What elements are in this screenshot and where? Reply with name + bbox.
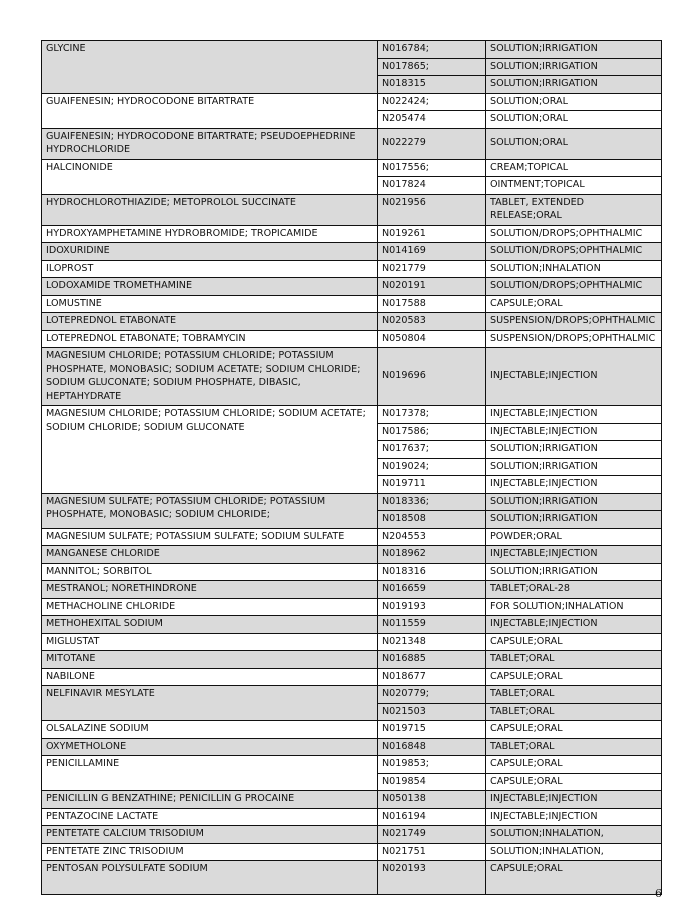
- ingredient-cell: PENTOSAN POLYSULFATE SODIUM: [42, 861, 378, 895]
- ingredient-cell: MIGLUSTAT: [42, 633, 378, 651]
- ingredient-cell: LOTEPREDNOL ETABONATE: [42, 313, 378, 331]
- ingredient-cell: OXYMETHOLONE: [42, 738, 378, 756]
- dosage-form-cell: INJECTABLE;INJECTION: [486, 546, 662, 564]
- table-row: [42, 528, 662, 546]
- dosage-form-cell: POWDER;ORAL: [486, 528, 662, 546]
- dosage-form-cell: INJECTABLE;INJECTION: [486, 348, 662, 406]
- application-number-cell: N018677: [378, 668, 486, 686]
- application-number-cell: N018962: [378, 546, 486, 564]
- table-row: [42, 843, 662, 861]
- table-row: [42, 668, 662, 686]
- dosage-form-cell: SUSPENSION/DROPS;OPHTHALMIC: [486, 330, 662, 348]
- dosage-form-cell: SUSPENSION/DROPS;OPHTHALMIC: [486, 313, 662, 331]
- dosage-form-cell: CAPSULE;ORAL: [486, 668, 662, 686]
- table-row: [42, 791, 662, 809]
- application-number-cell: N018336;: [378, 493, 486, 511]
- table-row: [42, 808, 662, 826]
- application-number-cell: N018316: [378, 563, 486, 581]
- dosage-form-cell: INJECTABLE;INJECTION: [486, 808, 662, 826]
- ingredient-cell: PENTETATE ZINC TRISODIUM: [42, 843, 378, 861]
- application-number-cell: N021749: [378, 826, 486, 844]
- table-row: [42, 260, 662, 278]
- table-row: [42, 738, 662, 756]
- dosage-form-cell: SOLUTION;IRRIGATION: [486, 76, 662, 94]
- application-number-cell: N017588: [378, 295, 486, 313]
- table-row: [42, 721, 662, 739]
- ingredient-cell: OLSALAZINE SODIUM: [42, 721, 378, 739]
- table-row: [42, 616, 662, 634]
- ingredient-cell: NELFINAVIR MESYLATE: [42, 686, 378, 721]
- dosage-form-cell: SOLUTION;IRRIGATION: [486, 41, 662, 59]
- table-row: [42, 546, 662, 564]
- application-number-cell: N019715: [378, 721, 486, 739]
- application-number-cell: N050138: [378, 791, 486, 809]
- application-number-cell: N019261: [378, 225, 486, 243]
- ingredient-cell: PENICILLIN G BENZATHINE; PENICILLIN G PROCAINE: [42, 791, 378, 809]
- ingredient-cell: GUAIFENESIN; HYDROCODONE BITARTRATE: [42, 93, 378, 128]
- dosage-form-cell: CAPSULE;ORAL: [486, 295, 662, 313]
- dosage-form-cell: TABLET;ORAL: [486, 651, 662, 669]
- ingredient-cell: IDOXURIDINE: [42, 243, 378, 261]
- table-row: [42, 225, 662, 243]
- dosage-form-cell: INJECTABLE;INJECTION: [486, 406, 662, 424]
- table-row: [42, 406, 662, 424]
- dosage-form-cell: CAPSULE;ORAL: [486, 756, 662, 774]
- dosage-form-cell: SOLUTION/DROPS;OPHTHALMIC: [486, 278, 662, 296]
- ingredient-cell: GUAIFENESIN; HYDROCODONE BITARTRATE; PSEUDOEPHEDRINE HYDROCHLORIDE: [42, 128, 378, 159]
- ingredient-cell: METHOHEXITAL SODIUM: [42, 616, 378, 634]
- table-row: [42, 686, 662, 704]
- application-number-cell: N019854: [378, 773, 486, 791]
- dosage-form-cell: CREAM;TOPICAL: [486, 159, 662, 177]
- table-row: [42, 348, 662, 406]
- ingredient-cell: PENTETATE CALCIUM TRISODIUM: [42, 826, 378, 844]
- ingredient-cell: MESTRANOL; NORETHINDRONE: [42, 581, 378, 599]
- application-number-cell: N011559: [378, 616, 486, 634]
- dosage-form-cell: SOLUTION/DROPS;OPHTHALMIC: [486, 243, 662, 261]
- application-number-cell: N017824: [378, 177, 486, 195]
- ingredient-cell: MAGNESIUM CHLORIDE; POTASSIUM CHLORIDE; SODIUM ACETATE; SODIUM CHLORIDE; SODIUM GLUCONATE: [42, 406, 378, 494]
- application-number-cell: N017556;: [378, 159, 486, 177]
- application-number-cell: N016659: [378, 581, 486, 599]
- ingredient-cell: LOMUSTINE: [42, 295, 378, 313]
- table-row: [42, 563, 662, 581]
- application-number-cell: N021348: [378, 633, 486, 651]
- table-row: [42, 493, 662, 511]
- application-number-cell: N021779: [378, 260, 486, 278]
- application-number-cell: N205474: [378, 111, 486, 129]
- ingredient-cell: MAGNESIUM SULFATE; POTASSIUM CHLORIDE; POTASSIUM PHOSPHATE, MONOBASIC; SODIUM CHLORIDE;: [42, 493, 378, 528]
- application-number-cell: N016885: [378, 651, 486, 669]
- dosage-form-cell: SOLUTION;ORAL: [486, 111, 662, 129]
- dosage-form-cell: SOLUTION;ORAL: [486, 93, 662, 111]
- application-number-cell: N020191: [378, 278, 486, 296]
- application-number-cell: N021956: [378, 194, 486, 225]
- dosage-form-cell: INJECTABLE;INJECTION: [486, 476, 662, 494]
- dosage-form-cell: CAPSULE;ORAL: [486, 773, 662, 791]
- ingredient-cell: LODOXAMIDE TROMETHAMINE: [42, 278, 378, 296]
- dosage-form-cell: INJECTABLE;INJECTION: [486, 616, 662, 634]
- table-row: [42, 826, 662, 844]
- dosage-form-cell: INJECTABLE;INJECTION: [486, 423, 662, 441]
- dosage-form-cell: SOLUTION;IRRIGATION: [486, 58, 662, 76]
- table-row: [42, 598, 662, 616]
- application-number-cell: N019193: [378, 598, 486, 616]
- dosage-form-cell: TABLET, EXTENDED RELEASE;ORAL: [486, 194, 662, 225]
- application-number-cell: N018508: [378, 511, 486, 529]
- dosage-form-cell: SOLUTION;INHALATION,: [486, 843, 662, 861]
- application-number-cell: N022279: [378, 128, 486, 159]
- dosage-form-cell: SOLUTION;IRRIGATION: [486, 493, 662, 511]
- ingredient-cell: MAGNESIUM SULFATE; POTASSIUM SULFATE; SODIUM SULFATE: [42, 528, 378, 546]
- ingredient-cell: HYDROXYAMPHETAMINE HYDROBROMIDE; TROPICAMIDE: [42, 225, 378, 243]
- application-number-cell: N020779;: [378, 686, 486, 704]
- dosage-form-cell: SOLUTION;INHALATION: [486, 260, 662, 278]
- dosage-form-cell: CAPSULE;ORAL: [486, 721, 662, 739]
- table-row: [42, 41, 662, 59]
- ingredient-cell: PENTAZOCINE LACTATE: [42, 808, 378, 826]
- table-row: [42, 633, 662, 651]
- ingredient-cell: METHACHOLINE CHLORIDE: [42, 598, 378, 616]
- application-number-cell: N019853;: [378, 756, 486, 774]
- table-body: [42, 41, 662, 895]
- dosage-form-cell: SOLUTION;IRRIGATION: [486, 511, 662, 529]
- dosage-form-cell: FOR SOLUTION;INHALATION: [486, 598, 662, 616]
- application-number-cell: N022424;: [378, 93, 486, 111]
- application-number-cell: N050804: [378, 330, 486, 348]
- ingredient-cell: LOTEPREDNOL ETABONATE; TOBRAMYCIN: [42, 330, 378, 348]
- table-row: [42, 313, 662, 331]
- dosage-form-cell: OINTMENT;TOPICAL: [486, 177, 662, 195]
- application-number-cell: N016784;: [378, 41, 486, 59]
- application-number-cell: N016848: [378, 738, 486, 756]
- table-row: [42, 194, 662, 225]
- table-row: [42, 651, 662, 669]
- page-number: 6: [655, 887, 662, 900]
- application-number-cell: N021751: [378, 843, 486, 861]
- dosage-form-cell: INJECTABLE;INJECTION: [486, 791, 662, 809]
- ingredient-cell: MITOTANE: [42, 651, 378, 669]
- application-number-cell: N020583: [378, 313, 486, 331]
- dosage-form-cell: SOLUTION;ORAL: [486, 128, 662, 159]
- dosage-form-cell: TABLET;ORAL-28: [486, 581, 662, 599]
- application-number-cell: N204553: [378, 528, 486, 546]
- table-row: [42, 159, 662, 177]
- application-number-cell: N017586;: [378, 423, 486, 441]
- table-row: [42, 581, 662, 599]
- dosage-form-cell: SOLUTION/DROPS;OPHTHALMIC: [486, 225, 662, 243]
- dosage-form-cell: CAPSULE;ORAL: [486, 633, 662, 651]
- dosage-form-cell: TABLET;ORAL: [486, 738, 662, 756]
- ingredient-cell: NABILONE: [42, 668, 378, 686]
- table-row: [42, 861, 662, 895]
- ingredient-cell: PENICILLAMINE: [42, 756, 378, 791]
- table-row: [42, 243, 662, 261]
- application-number-cell: N016194: [378, 808, 486, 826]
- dosage-form-cell: SOLUTION;IRRIGATION: [486, 458, 662, 476]
- ingredient-cell: HALCINONIDE: [42, 159, 378, 194]
- ingredient-cell: HYDROCHLOROTHIAZIDE; METOPROLOL SUCCINATE: [42, 194, 378, 225]
- dosage-form-cell: SOLUTION;IRRIGATION: [486, 441, 662, 459]
- ingredient-cell: GLYCINE: [42, 41, 378, 94]
- dosage-form-cell: TABLET;ORAL: [486, 686, 662, 704]
- table-row: [42, 330, 662, 348]
- ingredient-cell: MAGNESIUM CHLORIDE; POTASSIUM CHLORIDE; POTASSIUM PHOSPHATE, MONOBASIC; SODIUM ACETATE; SODIUM CHLORIDE; SODIUM GLUCONATE; SODIUM PHOSPHATE, DIBASIC, HEPTAHYDRATE: [42, 348, 378, 406]
- dosage-form-cell: SOLUTION;INHALATION,: [486, 826, 662, 844]
- ingredient-cell: MANGANESE CHLORIDE: [42, 546, 378, 564]
- drug-listing-table: [41, 40, 662, 895]
- table-row: [42, 128, 662, 159]
- application-number-cell: N019696: [378, 348, 486, 406]
- application-number-cell: N018315: [378, 76, 486, 94]
- application-number-cell: N017378;: [378, 406, 486, 424]
- application-number-cell: N021503: [378, 703, 486, 721]
- table-row: [42, 278, 662, 296]
- table-row: [42, 93, 662, 111]
- table-row: [42, 295, 662, 313]
- ingredient-cell: ILOPROST: [42, 260, 378, 278]
- application-number-cell: N019024;: [378, 458, 486, 476]
- application-number-cell: N017637;: [378, 441, 486, 459]
- dosage-form-cell: TABLET;ORAL: [486, 703, 662, 721]
- application-number-cell: N019711: [378, 476, 486, 494]
- application-number-cell: N014169: [378, 243, 486, 261]
- application-number-cell: N020193: [378, 861, 486, 895]
- ingredient-cell: MANNITOL; SORBITOL: [42, 563, 378, 581]
- table-row: [42, 756, 662, 774]
- dosage-form-cell: SOLUTION;IRRIGATION: [486, 563, 662, 581]
- application-number-cell: N017865;: [378, 58, 486, 76]
- dosage-form-cell: CAPSULE;ORAL: [486, 861, 662, 895]
